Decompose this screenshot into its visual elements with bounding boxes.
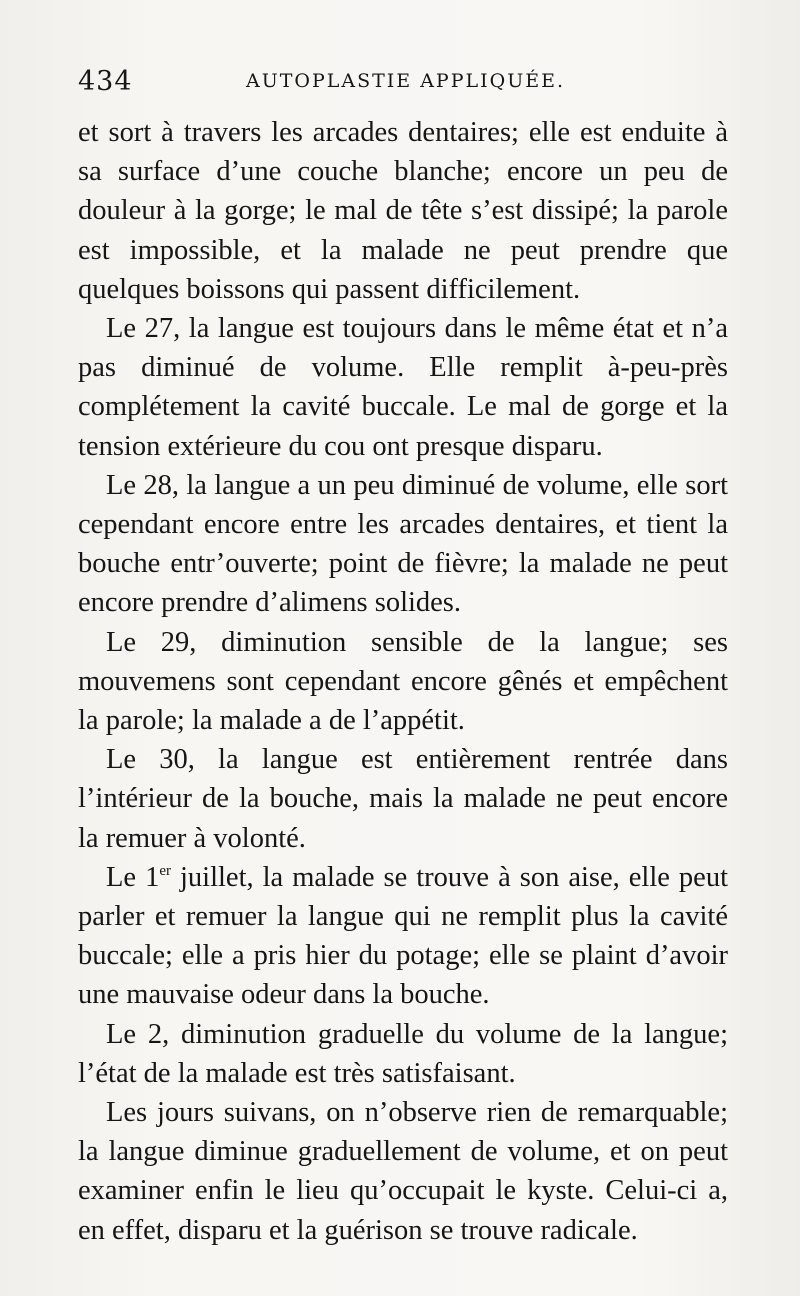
running-title: AUTOPLASTIE APPLIQUÉE. — [246, 70, 565, 92]
paragraph-day-27: Le 27, la langue est toujours dans le même état et n’a pas diminué de volume. Elle remplit à-peu-près complétement la cavité buccale. Le mal de gorge et la tension extérieure du cou ont presque disparu. — [78, 313, 728, 462]
paragraph-day-28: Le 28, la langue a un peu diminué de volume, elle sort cependant encore entre les arcades dentaires, et tient la bouche entr’ouverte; point de fièvre; la malade ne peut encore prendre d’alimens solides. — [78, 469, 728, 619]
july-1-text: juillet, la malade se trouve à son aise, elle peut parler et remuer la langue qui ne remplit plus la cavité buccale; elle a pris hier du potage; elle se plaint d’avoir une mauvaise odeur dans la bouche. — [78, 861, 728, 1011]
paragraph-continuation: et sort à travers les arcades dentaires; elle est enduite à sa surface d’une couche blanche; encore un peu de douleur à la gorge; le mal de tête s’est dissipé; la parole est impossible, et la malade ne peut prendre que quelques boissons qui passent difficilement. — [78, 117, 728, 305]
body-text — [78, 113, 728, 1250]
page-header — [78, 60, 738, 110]
ordinal-superscript: er — [159, 862, 171, 879]
paragraph-day-30: Le 30, la langue est entièrement rentrée dans l’intérieur de la bouche, mais la malade ne peut encore la remuer à volonté. — [78, 744, 728, 854]
july-1-prefix: Le 1 — [106, 861, 160, 893]
paragraph-day-29: Le 29, diminution sensible de la langue; ses mouvemens sont cependant encore gênés et empêchent la parole; la malade a de l’appétit. — [78, 626, 728, 737]
paragraph-day-2: Le 2, diminution graduelle du volume de la langue; l’état de la malade est très satisfaisant. — [78, 1018, 728, 1089]
paragraph-following-days: Les jours suivans, on n’observe rien de remarquable; la langue diminue graduellement de volume, et on peut examiner enfin le lieu qu’occupait le kyste. Celui-ci a, en effet, disparu et la guérison se trouve radicale. — [78, 1097, 728, 1246]
page-number: 434 — [78, 66, 133, 97]
paragraph-july-1 — [78, 858, 728, 1015]
